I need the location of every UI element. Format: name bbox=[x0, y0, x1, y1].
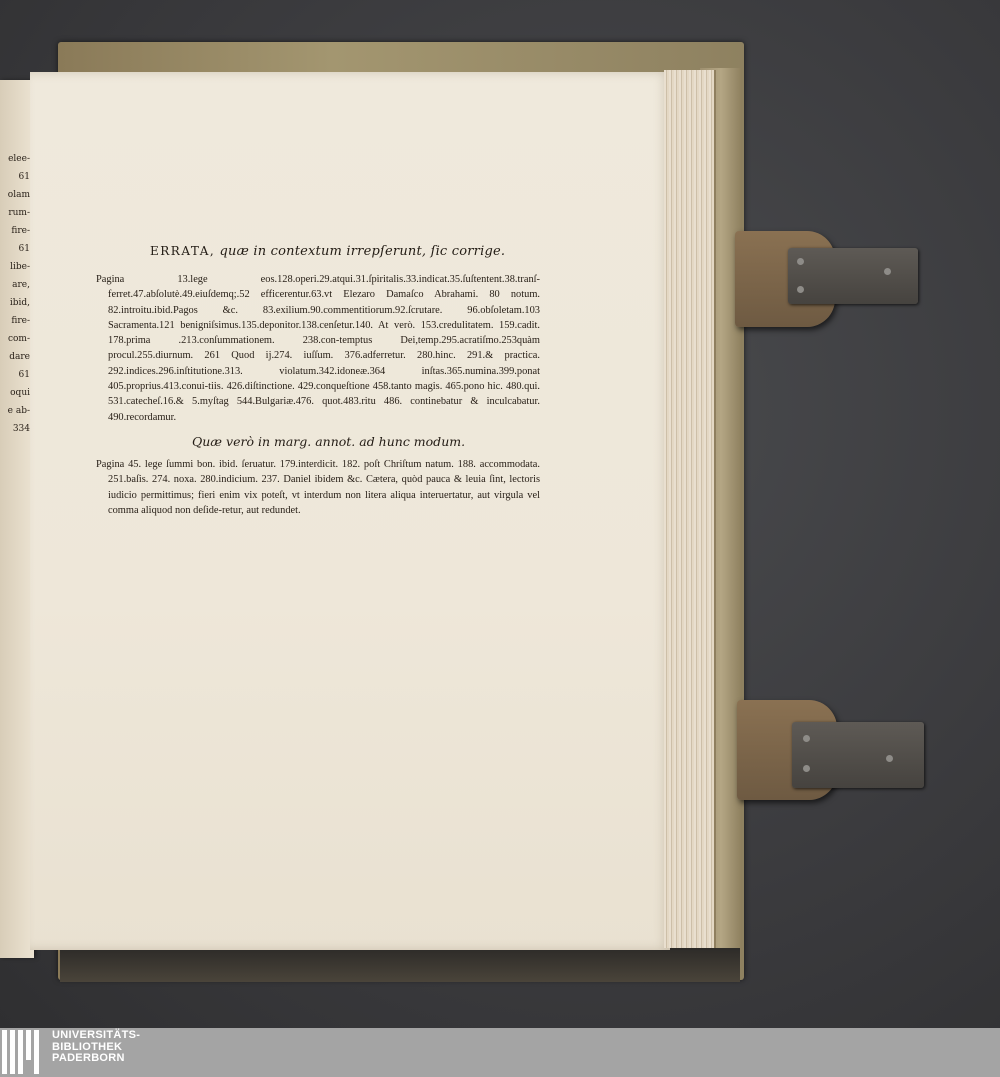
facing-page-fragment: 61 bbox=[18, 244, 30, 254]
clasp-strap-top bbox=[788, 248, 918, 304]
book-bottom-edge bbox=[60, 948, 740, 982]
facing-page-fragment: are, bbox=[12, 280, 30, 290]
facing-page-fragment: 334 bbox=[12, 424, 30, 434]
library-name-line1: UNIVERSITÄTS- bbox=[52, 1029, 141, 1041]
rivet-icon bbox=[803, 765, 810, 772]
rivet-icon bbox=[803, 735, 810, 742]
facing-page-fragment: elee- bbox=[8, 154, 30, 164]
errata-paragraph: Pagina 13.lege eos.128.operi.29.atqui.31.ſpiritalis.33.indicat.35.ſuſtentent.38.tranſ-ferret.47.abſolutè.49.eiuſdemq;.52 efficerentur.63.vt Elezaro Damaſco Abrahami. 80 notum. 82.introitu.ibid.Pagos &c. 83.exilium.90.commentitiorum.92.ſcrutare. 96.obſoletam.103 Sacramenta.121 benigniſsimus.135.deponitor.138.cenſetur.140. At verò. 153.credulitatem. 159.cadit. 178.prima .213.conſummationem. 238.con-temptus Dei,temp.295.acratiſmo.253quàm procul.255.diurnum. 261 Quod ij.274. iuſſum. 376.adferretur. 280.hinc. 291.& practica. 292.indices.296.inſtitutione.313. violatum.342.idoneæ.364 inſtas.365.numina.399.ponat 405.proprius.413.conui-tiis. 426.diſtinctione. 429.conqueſtione 458.tanto magis. 465.pono hic. 480.qui. 531.catecheſ.16.& 5.myſtag 544.Bulgariæ.476. quot.483.ritu 486. continebatur & inculcabatur. 490.recordamur. bbox=[96, 274, 540, 423]
library-name bbox=[52, 1030, 140, 1065]
footer-bar bbox=[0, 1028, 1000, 1077]
errata-title bbox=[150, 244, 530, 259]
rivet-icon bbox=[797, 286, 804, 293]
facing-page-fragment: oqui bbox=[10, 388, 30, 398]
rivet-icon bbox=[884, 268, 891, 275]
clasp-strap-bottom bbox=[792, 722, 924, 788]
errata-title-rest: quæ in contextum irrepſerunt, ſic corrige. bbox=[219, 244, 506, 259]
facing-page-fragment: olam bbox=[7, 190, 30, 200]
facing-page-fragment: e ab- bbox=[7, 406, 30, 416]
facing-page-fragment: libe- bbox=[10, 262, 30, 272]
library-name-line2: BIBLIOTHEK bbox=[52, 1040, 123, 1053]
rivet-icon bbox=[797, 258, 804, 265]
library-logo-icon bbox=[0, 1030, 45, 1075]
facing-page-fragment: ibid, bbox=[9, 298, 30, 308]
library-name-line3: PADERBORN bbox=[52, 1052, 125, 1064]
margin-notes-paragraph: Pagina 45. lege ſummi bon. ibid. ſeruatur. 179.interdicit. 182. poſt Chriſtum natum. 188. accommodata. 251.baſis. 274. noxa. 280.indicium. 237. Daniel ibidem &c. Cætera, quòd pauca & leuia ſint, lectoris iudicio permittimus; fieri enim vix poteſt, vt interdum non litera aliqua interuertatur, aut virgula vel comma aliquod non deſide-retur, aut redundet. bbox=[96, 459, 540, 516]
facing-page-fragments bbox=[0, 150, 30, 438]
facing-page-fragment: com- bbox=[7, 334, 30, 344]
errata-title-caps: ERRATA, bbox=[150, 244, 216, 258]
facing-page-fragment: fire- bbox=[11, 226, 30, 236]
facing-page-fragment: 61 bbox=[18, 370, 30, 380]
rivet-icon bbox=[886, 755, 893, 762]
page-fore-edge bbox=[664, 70, 716, 948]
facing-page-fragment: 61 bbox=[18, 172, 30, 182]
facing-page-fragment: fire- bbox=[11, 316, 30, 326]
facing-page-fragment: rum- bbox=[8, 208, 30, 218]
facing-page-fragment: dare bbox=[9, 352, 30, 362]
margin-notes-heading: Quæ verò in marg. annot. ad hunc modum. bbox=[192, 434, 466, 449]
